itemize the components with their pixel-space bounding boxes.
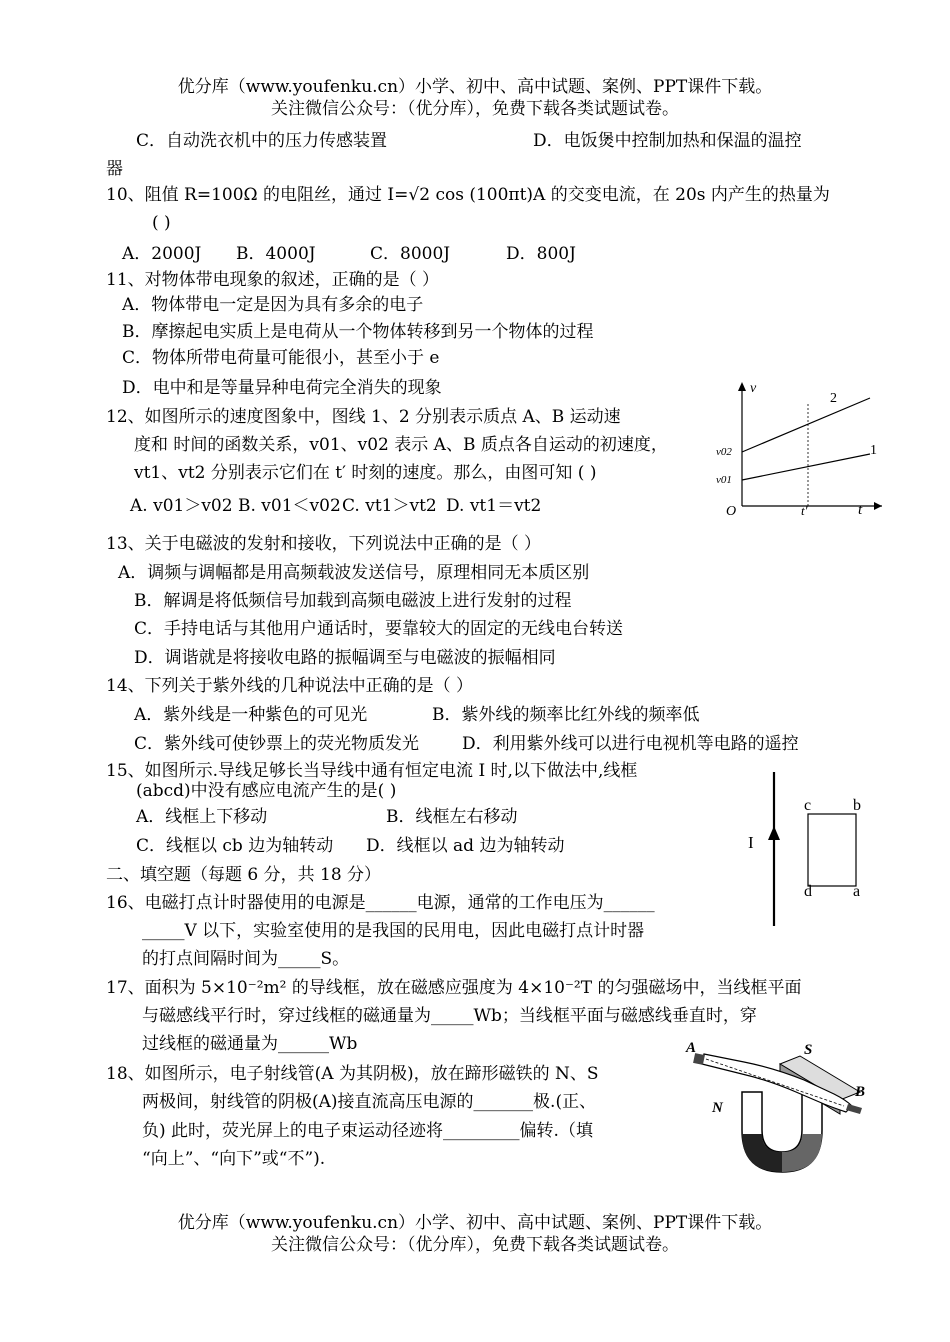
q18-line-1: 18、如图所示，电子射线管(A 为其阴极)，放在蹄形磁铁的 N、S: [106, 1064, 599, 1084]
q18-line-2: 两极间，射线管的阴极(A)接直流高压电源的_______极.(正、: [142, 1092, 597, 1112]
corner-c-label: c: [804, 797, 812, 814]
label-A: A: [686, 1040, 697, 1056]
wire-loop-abcd: [808, 814, 856, 886]
q12-line-3: vt1、vt2 分别表示它们在 t′ 时刻的速度。那么，由图可知 ( ): [134, 463, 597, 483]
q14-option-d: D．利用紫外线可以进行电视机等电路的遥控: [462, 734, 799, 754]
q17-line-2: 与磁感线平行时，穿过线框的磁通量为_____Wb；当线框平面与磁感线垂直时，穿: [142, 1006, 757, 1026]
q15-option-d: D．线框以 ad 边为轴转动: [366, 836, 565, 856]
q13-stem: 13、关于电磁波的发射和接收，下列说法中正确的是（ ）: [106, 534, 542, 554]
q11-option-d: D．电中和是等量异种电荷完全消失的现象: [122, 378, 442, 398]
q17-line-3: 过线框的磁通量为______Wb: [142, 1034, 358, 1054]
q14-option-b: B．紫外线的频率比红外线的频率低: [432, 705, 700, 725]
q13-option-b: B．解调是将低频信号加载到高频电磁波上进行发射的过程: [134, 591, 572, 611]
q12-line-2: 度和 时间的函数关系，v01、v02 表示 A、B 质点各自运动的初速度，: [134, 435, 668, 455]
q16-line-3: 的打点间隔时间为_____S。: [142, 949, 350, 969]
q13-option-d: D．调谐就是将接收电路的振幅调至与电磁波的振幅相同: [134, 648, 556, 668]
t-axis-arrow: [874, 502, 882, 510]
q11-option-a: A．物体带电一定是因为具有多余的电子: [122, 295, 424, 315]
q14-option-a: A．紫外线是一种紫色的可见光: [134, 705, 368, 725]
v-axis-arrow: [738, 382, 746, 391]
q11-option-c: C．物体所带电荷量可能很小，甚至小于 e: [122, 348, 440, 368]
origin-label: O: [726, 504, 737, 519]
q18-line-4: “向上”、“向下”或“不”).: [142, 1149, 326, 1169]
current-label: I: [748, 833, 754, 852]
q14-option-c: C．紫外线可使钞票上的荧光物质发光: [134, 734, 420, 754]
q15-line-1: 15、如图所示.导线足够长当导线中通有恒定电流 I 时,以下做法中,线框: [106, 761, 638, 781]
v02-label: v02: [716, 446, 732, 458]
corner-d-label: d: [804, 883, 812, 900]
q12-option-a: A. v01＞v02: [130, 496, 233, 516]
label-S: S: [804, 1042, 813, 1058]
corner-a-label: a: [853, 883, 861, 900]
header-line-1: 优分库（www.youfenku.cn）小学、初中、高中试题、案例、PPT课件下载。: [177, 77, 773, 97]
label-B: B: [855, 1084, 866, 1100]
q13-option-c: C．手持电话与其他用户通话时，要靠较大的固定的无线电台转送: [134, 619, 624, 639]
graph-line-1: [742, 454, 870, 480]
q10-option-d: D．800J: [506, 244, 576, 264]
magnet-light-pole: [782, 1134, 822, 1172]
q10-paren: ( ): [152, 213, 171, 233]
q10-option-c: C．8000J: [370, 244, 451, 264]
line-1-label: 1: [870, 443, 877, 458]
q12-option-b: B. v01＜v02: [238, 496, 341, 516]
anode-end: [846, 1104, 862, 1114]
q18-cathode-ray-tube-figure: [684, 1034, 870, 1176]
q9-option-d: D．电饭煲中控制加热和保温的温控: [533, 131, 802, 151]
q12-option-c: C. vt1＞vt2: [342, 496, 437, 516]
q18-line-3: 负) 此时，荧光屏上的电子束运动径迹将_________偏转.（填: [142, 1121, 593, 1141]
q17-line-1: 17、面积为 5×10⁻²m² 的导线框，放在磁感应强度为 4×10⁻²T 的匀强磁场中，当线框平面: [106, 978, 802, 998]
q15-option-c: C．线框以 cb 边为轴转动: [136, 836, 334, 856]
line-2-label: 2: [830, 391, 837, 406]
q10-option-a: A．2000J: [122, 244, 202, 264]
q9-option-c: C．自动洗衣机中的压力传感装置: [136, 131, 388, 151]
q15-option-a: A．线框上下移动: [136, 807, 268, 827]
axis-t-label: t: [858, 502, 863, 518]
header-line-2: 关注微信公众号：（优分库），免费下载各类试题试卷。: [271, 99, 679, 119]
q11-option-b: B．摩擦起电实质上是电荷从一个物体转移到另一个物体的过程: [122, 322, 594, 342]
current-arrow-icon: [768, 826, 780, 840]
footer-line-2: 关注微信公众号：（优分库），免费下载各类试题试卷。: [271, 1235, 679, 1255]
graph-line-2: [742, 398, 870, 452]
q13-option-a: A．调频与调幅都是用高频载波发送信号，原理相同无本质区别: [118, 563, 590, 583]
label-N: N: [712, 1100, 723, 1116]
t-prime-label: t′: [801, 503, 808, 518]
q14-stem: 14、下列关于紫外线的几种说法中正确的是（ ）: [106, 676, 474, 696]
axis-v-label: v: [750, 381, 757, 396]
q9-option-d-cont: 器: [106, 159, 123, 179]
q11-stem: 11、对物体带电现象的叙述，正确的是（ ）: [106, 270, 440, 290]
q16-line-2: _____V 以下，实验室使用的是我国的民用电，因此电磁打点计时器: [142, 921, 645, 941]
q12-line-1: 12、如图所示的速度图象中，图线 1、2 分别表示质点 A、B 运动速: [106, 407, 621, 427]
q15-line-2: (abcd)中没有感应电流产生的是( ): [136, 781, 397, 801]
q10-option-b: B．4000J: [236, 244, 316, 264]
section-2-title: 二、填空题（每题 6 分，共 18 分）: [106, 865, 382, 885]
q15-wire-loop-figure: [740, 768, 870, 932]
q16-line-1: 16、电磁打点计时器使用的电源是______电源，通常的工作电压为______: [106, 893, 655, 913]
footer-line-1: 优分库（www.youfenku.cn）小学、初中、高中试题、案例、PPT课件下载。: [177, 1213, 773, 1233]
q10-stem: 10、阻值 R=100Ω 的电阻丝，通过 I=√2 cos (100πt)A 的交变电流，在 20s 内产生的热量为: [106, 185, 830, 205]
v01-label: v01: [716, 474, 732, 486]
magnet-dark-pole: [742, 1134, 782, 1172]
q15-option-b: B．线框左右移动: [386, 807, 518, 827]
q12-option-d: D. vt1＝vt2: [446, 496, 542, 516]
q12-velocity-graph: [712, 378, 888, 520]
corner-b-label: b: [853, 797, 861, 814]
